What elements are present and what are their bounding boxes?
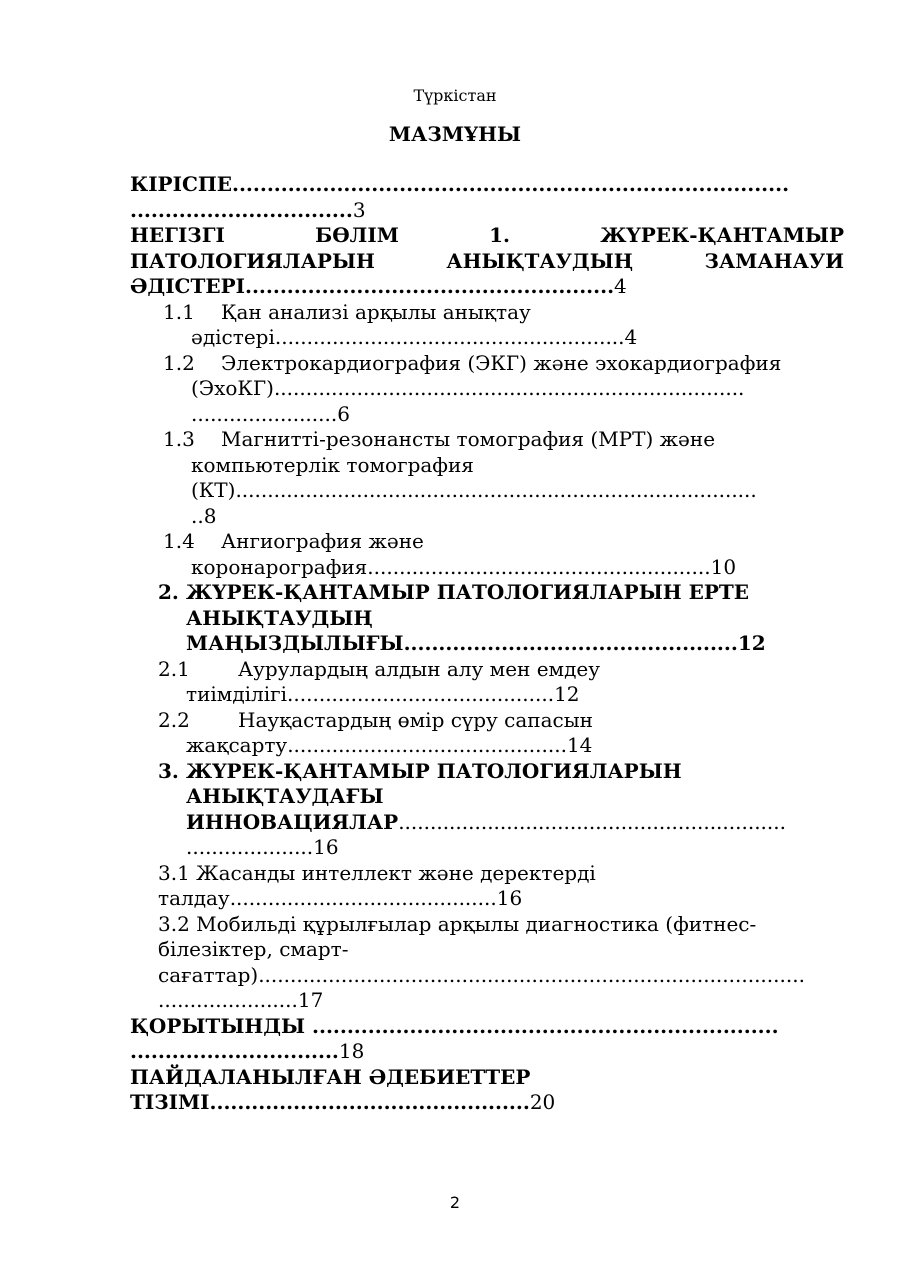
toc-entry-intro: КІРІСПЕ................................................................................ ................................3 [130, 172, 790, 222]
toc-entry-references: ПАЙДАЛАНЫЛҒАН ӘДЕБИЕТТЕР ТІЗІМІ..............................................20 [130, 1064, 556, 1114]
toc-entry-2-1: 2.1 Аурулардың алдын алу мен емдеу тиімділігі..........................................12 [158, 656, 601, 706]
toc-entry-2-2: 2.2 Науқастардың өмір сүру сапасын жақсарту............................................14 [158, 707, 593, 757]
header-city: Түркістан [413, 86, 497, 105]
page-number: 2 [449, 1193, 461, 1212]
toc-entry-section-3: 3. ЖҮРЕК-ҚАНТАМЫР ПАТОЛОГИЯЛАРЫН АНЫҚТАУДАҒЫ ИННОВАЦИЯЛАР............................................................. ....................16 [158, 758, 786, 859]
toc-page-number: 20 [529, 1090, 556, 1114]
toc-page-number: 16 [313, 835, 339, 859]
toc-page-number: 4 [624, 325, 638, 349]
toc-page-number: 12 [554, 682, 580, 706]
toc-entry-1-1: 1.1 Қан анализі арқылы анықтау әдістері.......................................................4 [163, 299, 638, 349]
toc-entry-main-part: НЕГІЗГІ БӨЛІМ 1. ЖҮРЕК-ҚАНТАМЫР ПАТОЛОГИЯЛАРЫН АНЫҚТАУДЫҢ ЗАМАНАУИ ӘДІСТЕРІ.....................................................4 [130, 223, 844, 298]
toc-entry-section-2: 2. ЖҮРЕК-ҚАНТАМЫР ПАТОЛОГИЯЛАРЫН ЕРТЕ АНЫҚТАУДЫҢ МАҢЫЗДЫЛЫҒЫ................................................12 [158, 580, 766, 655]
toc-title: МАЗМҰНЫ [388, 122, 522, 146]
table-of-contents [130, 172, 844, 1116]
toc-page-number: 18 [338, 1039, 365, 1063]
toc-page-number: 3 [352, 197, 366, 222]
toc-page-number: 6 [337, 401, 350, 426]
toc-entry-1-3: 1.3 Магнитті-резонансты томография (МРТ) және компьютерлік томография (КТ).................................................................................. ..8 [163, 427, 757, 528]
toc-page-number: 16 [496, 886, 523, 910]
toc-page-number: 10 [710, 554, 737, 579]
toc-page-number: 8 [203, 503, 217, 528]
toc-entry-1-4: 1.4 Ангиография және коронарография......................................................10 [163, 529, 737, 579]
toc-page-number: 12 [737, 631, 766, 655]
toc-page-number: 17 [297, 988, 324, 1012]
toc-entry-3-2: 3.2 Мобильді құрылғылар арқылы диагностика (фитнес- білезіктер, смарт- сағаттар)...................................................................................... ......................17 [158, 911, 805, 1012]
toc-page-number: 4 [614, 274, 627, 298]
toc-entry-1-2: 1.2 Электрокардиография (ЭКГ) және эхокардиография (ЭхоКГ).......................................................................... .......................6 [163, 350, 782, 426]
toc-entry-3-1: 3.1 Жасанды интеллект және деректерді талдау..........................................16 [158, 860, 596, 910]
toc-entry-conclusion: ҚОРЫТЫНДЫ ................................................................... ..............................18 [130, 1013, 779, 1063]
toc-page-number: 14 [566, 733, 593, 757]
